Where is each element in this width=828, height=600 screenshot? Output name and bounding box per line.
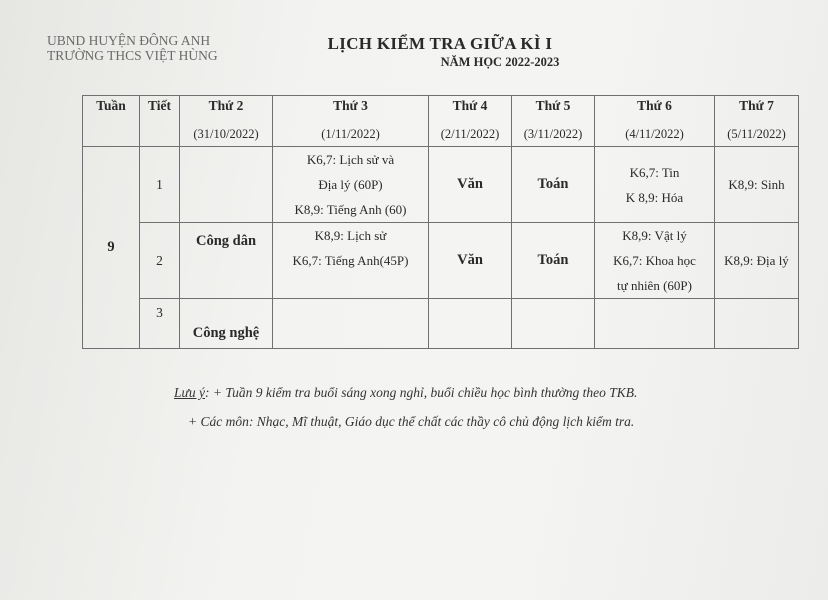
note-line-2: + Các môn: Nhạc, Mĩ thuật, Giáo dục thể chất các thầy cô chủ động lịch kiểm tra.: [188, 414, 635, 429]
cell-p1-thu2: [180, 147, 273, 223]
table-row: [83, 147, 799, 223]
day-header-thu4: Thứ 4: [429, 96, 512, 123]
period-number: 1: [140, 147, 180, 223]
notes-section: [174, 378, 637, 436]
cell-line: K8,9: Vật lý: [622, 228, 687, 243]
cell-p2-thu6: [595, 223, 715, 299]
period-number: 3: [140, 299, 180, 349]
exam-schedule-table: [82, 95, 799, 349]
table-row: [83, 299, 799, 349]
day-header-thu5: Thứ 5: [512, 96, 595, 123]
cell-p3-thu6: [595, 299, 715, 349]
note-text-1: : + Tuần 9 kiểm tra buổi sáng xong nghỉ, buổi chiều học bình thường theo TKB.: [205, 385, 638, 400]
cell-p1-thu4: Văn: [429, 147, 512, 223]
period-number: 2: [140, 223, 180, 299]
cell-line: K6,7: Tiếng Anh(45P): [292, 253, 409, 268]
cell-p3-thu5: [512, 299, 595, 349]
school-year: NĂM HỌC 2022-2023: [440, 55, 560, 69]
cell-p2-thu3: [273, 223, 429, 299]
org-line-2: TRƯỜNG THCS VIỆT HÙNG: [47, 48, 218, 63]
week-number: 9: [83, 147, 140, 349]
cell-p2-thu4: Văn: [429, 223, 512, 299]
table-row: [83, 223, 799, 299]
col-period-header: Tiết: [140, 96, 180, 147]
cell-line: K8,9: Tiếng Anh (60): [294, 202, 407, 217]
notes-label: Lưu ý: [174, 385, 205, 400]
cell-line: tự nhiên (60P): [617, 278, 692, 293]
cell-p2-thu7: K8,9: Địa lý: [715, 223, 799, 299]
col-week-header: Tuần: [83, 96, 140, 147]
date-thu7: (5/11/2022): [715, 122, 799, 147]
cell-p1-thu6: [595, 147, 715, 223]
date-thu4: (2/11/2022): [429, 122, 512, 147]
cell-p2-thu2: Công dân: [180, 223, 273, 299]
note-line-1: [174, 378, 637, 407]
org-name: [47, 33, 218, 63]
date-thu5: (3/11/2022): [512, 122, 595, 147]
cell-p1-thu3: [273, 147, 429, 223]
day-header-thu7: Thứ 7: [715, 96, 799, 123]
header-row: [83, 96, 799, 123]
date-thu6: (4/11/2022): [595, 122, 715, 147]
cell-line: K6,7: Khoa học: [613, 253, 696, 268]
date-thu2: (31/10/2022): [180, 122, 273, 147]
cell-line: K6,7: Tin: [629, 164, 680, 180]
day-header-thu6: Thứ 6: [595, 96, 715, 123]
cell-line: K 8,9: Hóa: [625, 189, 684, 205]
cell-p3-thu4: [429, 299, 512, 349]
document-title: LỊCH KIỂM TRA GIỮA KÌ I: [327, 34, 553, 53]
cell-line: K8,9: Lịch sử: [314, 228, 387, 243]
cell-p3-thu2: Công nghệ: [180, 299, 273, 349]
cell-p3-thu3: [273, 299, 429, 349]
cell-line: K6,7: Lịch sử và: [306, 152, 395, 167]
date-row: [83, 122, 799, 147]
cell-p3-thu7: [715, 299, 799, 349]
day-header-thu3: Thứ 3: [273, 96, 429, 123]
cell-line: Địa lý (60P): [318, 177, 383, 192]
cell-p1-thu7: K8,9: Sinh: [715, 147, 799, 223]
cell-p2-thu5: Toán: [512, 223, 595, 299]
date-thu3: (1/11/2022): [273, 122, 429, 147]
cell-p1-thu5: Toán: [512, 147, 595, 223]
org-line-1: UBND HUYỆN ĐÔNG ANH: [47, 33, 211, 48]
day-header-thu2: Thứ 2: [180, 96, 273, 123]
